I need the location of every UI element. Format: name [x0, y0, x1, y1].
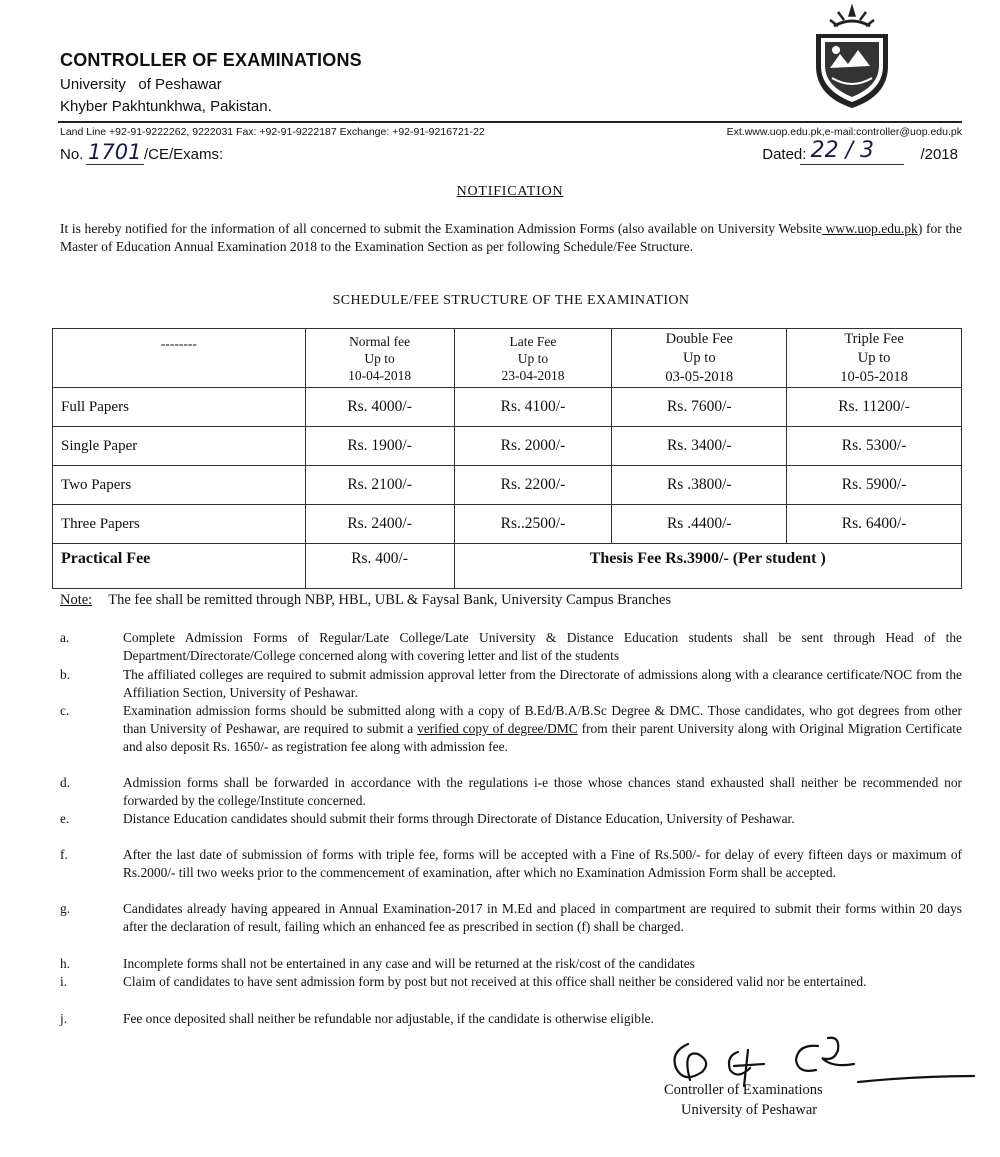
dated-handwritten: 22 / 3: [810, 138, 874, 163]
schedule-title: SCHEDULE/FEE STRUCTURE OF THE EXAMINATION: [332, 293, 690, 308]
fee-cell: Rs. 11200/-: [787, 388, 962, 427]
column-header-triple: Triple Fee Up to 10-05-2018: [787, 329, 962, 388]
table-row: [53, 505, 962, 544]
reference-no-suffix: /CE/Exams:: [144, 146, 224, 163]
fee-cell: Rs. 6400/-: [787, 505, 962, 544]
fee-cell: Rs. 4000/-: [305, 388, 454, 427]
fee-cell: Rs. 1900/-: [305, 427, 454, 466]
fee-cell: Rs. 2200/-: [454, 466, 612, 505]
fee-cell: Rs .3800/-: [612, 466, 787, 505]
fee-cell: Rs. 5300/-: [787, 427, 962, 466]
fee-cell: Rs. 2100/-: [305, 466, 454, 505]
reference-no-label: No.: [60, 146, 84, 163]
table-row: [53, 388, 962, 427]
fee-cell: Rs. 2000/-: [454, 427, 612, 466]
notification-intro: [60, 220, 962, 256]
fee-cell: Rs. 7600/-: [612, 388, 787, 427]
row-label: Three Papers: [53, 505, 306, 544]
contact-numbers: Land Line +92-91-9222262, 9222031 Fax: +92-91-9222187 Exchange: +92-91-9216721-22: [60, 126, 485, 138]
verified-copy-underlined: verified copy of degree/DMC: [417, 721, 578, 736]
signatory-university: University of Peshawar: [681, 1102, 818, 1118]
reference-no-underline: [86, 164, 144, 165]
university-name: University of Peshawar: [60, 76, 222, 93]
intro-text-2: ) for the Master of Education Annual Examination 2018 to the Examination Section as per following Schedule/Fee Structure.: [60, 221, 962, 254]
thesis-fee: Thesis Fee Rs.3900/- (Per student ): [454, 544, 961, 589]
practical-fee-value: Rs. 400/-: [305, 544, 454, 589]
intro-text-1: It is hereby notified for the information of all concerned to submit the Examination Admission Forms (also available on University Website: [60, 221, 822, 236]
header-rule: [58, 121, 962, 123]
table-corner-cell: --------: [53, 329, 306, 388]
dated-underline: [800, 164, 904, 165]
table-row: [53, 427, 962, 466]
note-text: The fee shall be remitted through NBP, HBL, UBL & Faysal Bank, University Campus Branches: [108, 592, 672, 608]
dated-year: /2018: [920, 146, 958, 163]
dated-label: Dated:: [762, 146, 807, 163]
website-link[interactable]: www.uop.edu.pk: [821, 221, 918, 236]
fee-cell: Rs..2500/-: [454, 505, 612, 544]
table-row: [53, 466, 962, 505]
fee-cell: Rs. 2400/-: [305, 505, 454, 544]
fee-cell: Rs .4400/-: [612, 505, 787, 544]
province-name: Khyber Pakhtunkhwa, Pakistan.: [60, 98, 272, 115]
signatory-title: Controller of Examinations: [664, 1082, 823, 1098]
note-label: Note:: [60, 592, 93, 608]
fee-structure-table: [52, 328, 962, 589]
fee-note: [60, 592, 671, 609]
row-label: Single Paper: [53, 427, 306, 466]
fee-cell: Rs. 5900/-: [787, 466, 962, 505]
table-header-row: [53, 329, 962, 388]
university-crest-logo: [808, 4, 896, 112]
practical-fee-row: [53, 544, 962, 589]
row-label: Full Papers: [53, 388, 306, 427]
notification-title: NOTIFICATION: [456, 184, 564, 199]
practical-fee-label: Practical Fee: [53, 544, 306, 589]
dated-field: [762, 146, 958, 163]
row-label: Two Papers: [53, 466, 306, 505]
office-title: CONTROLLER OF EXAMINATIONS: [60, 50, 362, 70]
column-header-double: Double Fee Up to 03-05-2018: [612, 329, 787, 388]
column-header-late: Late Fee Up to 23-04-2018: [454, 329, 612, 388]
fee-cell: Rs. 4100/-: [454, 388, 612, 427]
column-header-normal: Normal fee Up to 10-04-2018: [305, 329, 454, 388]
fee-cell: Rs. 3400/-: [612, 427, 787, 466]
contact-web-email: Ext.www.uop.edu.pk,e-mail:controller@uop.edu.pk: [726, 126, 962, 138]
reference-no-handwritten: 1701: [88, 140, 142, 164]
